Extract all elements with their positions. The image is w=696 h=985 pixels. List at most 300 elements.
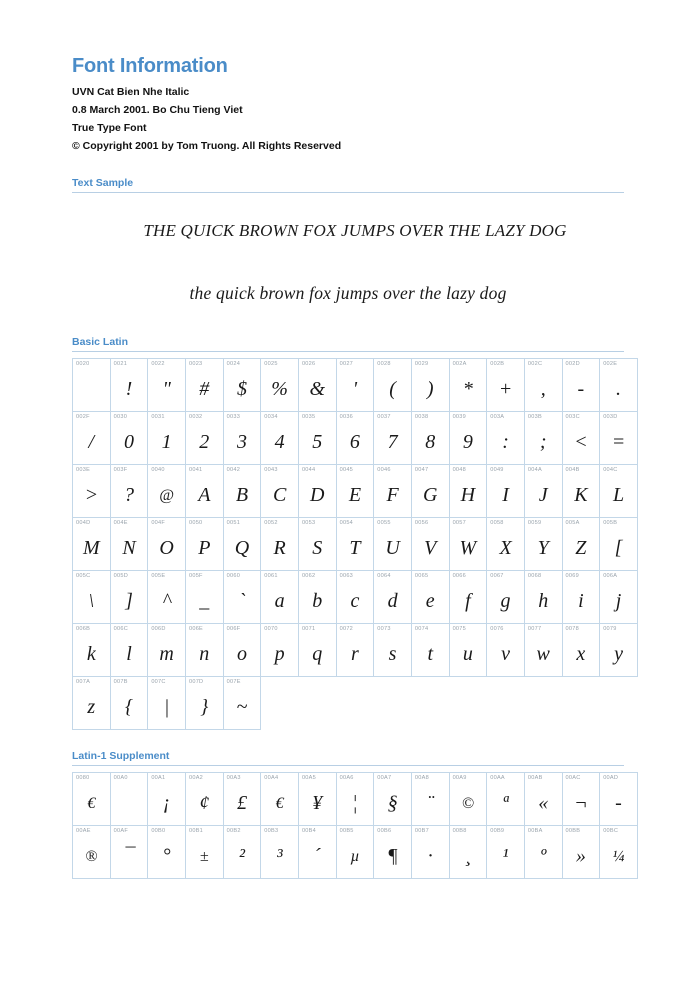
- glyph-character: ²: [238, 844, 245, 867]
- glyph-character: X: [499, 536, 512, 559]
- glyph-cell[interactable]: [374, 773, 412, 826]
- font-type-line: True Type Font: [72, 122, 147, 135]
- glyph-cell[interactable]: [148, 571, 186, 624]
- glyph-character: i: [578, 589, 584, 612]
- glyph-cell[interactable]: [487, 826, 525, 879]
- glyph-cell[interactable]: [374, 465, 412, 518]
- glyph-cell[interactable]: [562, 412, 600, 465]
- glyph-cell[interactable]: [223, 826, 261, 879]
- glyph-character: <: [574, 430, 588, 453]
- glyph-code-label: 0056: [414, 520, 429, 527]
- glyph-row: [73, 773, 638, 826]
- glyph-character: 2: [199, 430, 210, 453]
- page-title: Font Information: [72, 55, 228, 77]
- glyph-cell[interactable]: [374, 359, 412, 412]
- glyph-cell[interactable]: [298, 518, 336, 571]
- glyph-cell[interactable]: [449, 571, 487, 624]
- glyph-cell[interactable]: [600, 465, 638, 518]
- glyph-code-label: 00AB: [527, 775, 543, 782]
- glyph-code-label: 004F: [151, 520, 166, 527]
- glyph-cell[interactable]: [298, 359, 336, 412]
- glyph-code-label: 004B: [565, 467, 580, 474]
- glyph-cell[interactable]: [411, 624, 449, 677]
- glyph-cell-empty: [336, 677, 374, 730]
- glyph-code-label: 0029: [414, 361, 429, 368]
- glyph-cell[interactable]: [185, 773, 223, 826]
- glyph-code-label: 0030: [113, 414, 128, 421]
- glyph-cell[interactable]: [148, 773, 186, 826]
- glyph-row: [73, 624, 638, 677]
- glyph-code-label: 0044: [301, 467, 316, 474]
- glyph-cell[interactable]: [524, 412, 562, 465]
- glyph-character: p: [274, 642, 285, 665]
- glyph-code-label: 0031: [151, 414, 165, 421]
- glyph-code-label: 00A3: [226, 775, 241, 782]
- glyph-code-label: 0034: [264, 414, 278, 421]
- glyph-cell-empty: [524, 677, 562, 730]
- glyph-cell[interactable]: [449, 359, 487, 412]
- glyph-code-label: 007C: [151, 679, 166, 686]
- glyph-character: D: [310, 483, 325, 506]
- glyph-cell[interactable]: [148, 677, 186, 730]
- glyph-character: y: [614, 642, 623, 665]
- glyph-character: ¹: [502, 844, 509, 867]
- glyph-cell[interactable]: [73, 677, 111, 730]
- glyph-cell[interactable]: [148, 465, 186, 518]
- glyph-cell[interactable]: [73, 412, 111, 465]
- glyph-cell[interactable]: [600, 826, 638, 879]
- glyph-code-label: 006D: [151, 626, 166, 633]
- glyph-cell[interactable]: [223, 677, 261, 730]
- glyph-cell[interactable]: [73, 571, 111, 624]
- glyph-cell[interactable]: [223, 773, 261, 826]
- glyph-character: c: [350, 589, 360, 612]
- font-name-line: UVN Cat Bien Nhe Italic: [72, 86, 190, 98]
- glyph-code-label: 0057: [452, 520, 467, 527]
- glyph-row: [73, 518, 638, 571]
- glyph-cell[interactable]: [148, 518, 186, 571]
- glyph-character: E: [348, 483, 362, 506]
- glyph-cell[interactable]: [148, 624, 186, 677]
- glyph-code-label: 0066: [452, 573, 467, 580]
- glyph-character: (: [389, 377, 396, 400]
- glyph-code-label: 006A: [603, 573, 618, 580]
- glyph-character: B: [235, 483, 249, 506]
- glyph-code-label: 003F: [113, 467, 128, 474]
- glyph-cell[interactable]: [411, 359, 449, 412]
- glyph-row: [73, 677, 638, 730]
- glyph-cell[interactable]: [411, 571, 449, 624]
- glyph-cell[interactable]: [298, 465, 336, 518]
- glyph-cell[interactable]: [110, 624, 148, 677]
- glyph-character: «: [538, 791, 549, 814]
- glyph-code-label: 0027: [339, 361, 354, 368]
- glyph-cell[interactable]: [336, 359, 374, 412]
- glyph-cell[interactable]: [185, 518, 223, 571]
- glyph-character: µ: [350, 847, 360, 865]
- glyph-character: ": [162, 377, 171, 400]
- glyph-character: @: [159, 486, 174, 504]
- glyph-character: V: [424, 536, 437, 559]
- glyph-character: t: [427, 642, 434, 665]
- glyph-character: /: [88, 430, 95, 453]
- glyph-character: ;: [539, 430, 547, 453]
- glyph-character: ®: [85, 847, 98, 865]
- glyph-cell[interactable]: [336, 624, 374, 677]
- glyph-character: ¬: [574, 791, 588, 814]
- glyph-character: ¦: [352, 791, 358, 814]
- glyph-cell[interactable]: [336, 465, 374, 518]
- glyph-cell[interactable]: [261, 773, 299, 826]
- glyph-code-label: 004D: [76, 520, 91, 527]
- glyph-character: s: [388, 642, 397, 665]
- glyph-code-label: 0068: [527, 573, 542, 580]
- glyph-cell[interactable]: [148, 826, 186, 879]
- glyph-character: ~: [236, 695, 248, 718]
- glyph-code-label: 00A0: [113, 775, 128, 782]
- glyph-cell[interactable]: [449, 624, 487, 677]
- glyph-code-label: 007E: [226, 679, 241, 686]
- glyph-code-label: 005A: [565, 520, 580, 527]
- glyph-code-label: 0070: [264, 626, 278, 633]
- glyph-code-label: 00AD: [603, 775, 619, 782]
- glyph-character: -: [615, 791, 622, 814]
- glyph-cell[interactable]: [562, 465, 600, 518]
- glyph-cell[interactable]: [600, 359, 638, 412]
- glyph-character: n: [199, 642, 210, 665]
- glyph-code-label: 0045: [339, 467, 354, 474]
- glyph-code-label: 00A4: [264, 775, 279, 782]
- glyph-cell[interactable]: [336, 518, 374, 571]
- glyph-cell[interactable]: [110, 773, 148, 826]
- glyph-cell[interactable]: [73, 624, 111, 677]
- glyph-cell-empty: [487, 677, 525, 730]
- glyph-table-basic-latin: [72, 358, 638, 730]
- glyph-cell[interactable]: [562, 571, 600, 624]
- glyph-code-label: 0023: [188, 361, 203, 368]
- copyright-line: © Copyright 2001 by Tom Truong. All Rights Reserved: [72, 140, 342, 153]
- glyph-cell[interactable]: [562, 518, 600, 571]
- glyph-cell[interactable]: [411, 773, 449, 826]
- glyph-cell[interactable]: [185, 359, 223, 412]
- glyph-cell[interactable]: [411, 826, 449, 879]
- glyph-cell[interactable]: [223, 518, 261, 571]
- glyph-character: {: [124, 695, 133, 718]
- glyph-code-label: 0053: [301, 520, 316, 527]
- glyph-cell[interactable]: [374, 571, 412, 624]
- glyph-code-label: 0073: [377, 626, 391, 633]
- glyph-character: ¶: [387, 844, 398, 867]
- glyph-cell[interactable]: [374, 518, 412, 571]
- document-header: [72, 55, 624, 155]
- glyph-cell[interactable]: [185, 677, 223, 730]
- glyph-cell[interactable]: [148, 412, 186, 465]
- glyph-cell[interactable]: [411, 518, 449, 571]
- glyph-character: x: [576, 642, 586, 665]
- glyph-cell[interactable]: [336, 412, 374, 465]
- glyph-code-label: 0025: [264, 361, 278, 368]
- glyph-code-label: 0058: [490, 520, 504, 527]
- glyph-character: ,: [540, 377, 546, 400]
- section-title-basic-latin: Basic Latin: [72, 336, 129, 349]
- glyph-row: [73, 412, 638, 465]
- glyph-code-label: 004A: [527, 467, 542, 474]
- glyph-cell[interactable]: [336, 773, 374, 826]
- glyph-cell[interactable]: [449, 465, 487, 518]
- glyph-code-label: 0037: [377, 414, 391, 421]
- glyph-code-label: 00B7: [414, 828, 429, 835]
- glyph-cell[interactable]: [487, 624, 525, 677]
- glyph-cell[interactable]: [110, 826, 148, 879]
- glyph-cell[interactable]: [449, 518, 487, 571]
- glyph-cell[interactable]: [524, 773, 562, 826]
- glyph-character: z: [87, 695, 96, 718]
- glyph-cell-empty: [298, 677, 336, 730]
- glyph-code-label: 007A: [76, 679, 91, 686]
- glyph-code-label: 0040: [151, 467, 165, 474]
- glyph-cell[interactable]: [73, 518, 111, 571]
- glyph-cell[interactable]: [374, 624, 412, 677]
- glyph-character: _: [199, 589, 210, 612]
- glyph-cell-empty: [449, 677, 487, 730]
- glyph-code-label: 002B: [490, 361, 505, 368]
- glyph-code-label: 004E: [113, 520, 128, 527]
- glyph-character: º: [540, 844, 547, 867]
- glyph-table-latin1-supplement: [72, 772, 638, 879]
- glyph-cell[interactable]: [449, 826, 487, 879]
- glyph-character: ¸: [464, 844, 472, 867]
- glyph-row: [73, 359, 638, 412]
- glyph-cell[interactable]: [524, 465, 562, 518]
- glyph-cell[interactable]: [487, 465, 525, 518]
- glyph-code-label: 003E: [76, 467, 91, 474]
- glyph-code-label: 00A5: [301, 775, 317, 782]
- glyph-code-label: 00B8: [452, 828, 467, 835]
- glyph-table-body: [73, 359, 638, 730]
- glyph-cell[interactable]: [449, 412, 487, 465]
- glyph-cell[interactable]: [524, 624, 562, 677]
- glyph-code-label: 0035: [301, 414, 316, 421]
- glyph-code-label: 0054: [339, 520, 354, 527]
- glyph-cell[interactable]: [562, 624, 600, 677]
- glyph-code-label: 0065: [414, 573, 429, 580]
- glyph-cell[interactable]: [298, 773, 336, 826]
- glyph-code-label: 006E: [188, 626, 204, 633]
- glyph-cell[interactable]: [600, 571, 638, 624]
- glyph-code-label: 00BC: [603, 828, 619, 835]
- glyph-character: ': [352, 377, 358, 400]
- glyph-character: }: [200, 695, 209, 718]
- glyph-code-label: 0051: [226, 520, 241, 527]
- glyph-code-label: 0036: [339, 414, 354, 421]
- glyph-cell[interactable]: [524, 359, 562, 412]
- glyph-code-label: 00BB: [565, 828, 581, 835]
- glyph-character: &: [309, 377, 326, 400]
- glyph-cell[interactable]: [298, 571, 336, 624]
- glyph-cell[interactable]: [223, 465, 261, 518]
- glyph-code-label: 002A: [452, 361, 467, 368]
- glyph-character: w: [536, 642, 550, 665]
- glyph-character: ±: [199, 847, 209, 865]
- glyph-cell[interactable]: [185, 624, 223, 677]
- glyph-cell[interactable]: [411, 465, 449, 518]
- glyph-character: ¥: [312, 791, 323, 814]
- glyph-character: 1: [161, 430, 172, 453]
- glyph-cell-empty: [411, 677, 449, 730]
- glyph-cell[interactable]: [487, 359, 525, 412]
- glyph-character: ·: [427, 844, 433, 867]
- glyph-character: q: [312, 642, 323, 665]
- glyph-cell[interactable]: [298, 826, 336, 879]
- glyph-cell[interactable]: [223, 571, 261, 624]
- glyph-code-label: 002E: [603, 361, 618, 368]
- glyph-code-label: 0042: [226, 467, 241, 474]
- glyph-code-label: 0052: [264, 520, 278, 527]
- glyph-cell[interactable]: [185, 465, 223, 518]
- glyph-cell[interactable]: [298, 412, 336, 465]
- glyph-code-label: 00B0: [151, 828, 166, 835]
- glyph-cell[interactable]: [600, 518, 638, 571]
- glyph-character: §: [387, 791, 398, 814]
- glyph-cell[interactable]: [110, 359, 148, 412]
- glyph-cell[interactable]: [110, 412, 148, 465]
- glyph-cell[interactable]: [73, 826, 111, 879]
- glyph-character: >: [84, 483, 99, 506]
- glyph-character: L: [612, 483, 625, 506]
- glyph-cell[interactable]: [600, 624, 638, 677]
- glyph-character: T: [349, 536, 361, 559]
- glyph-cell[interactable]: [110, 571, 148, 624]
- glyph-cell[interactable]: [223, 624, 261, 677]
- glyph-cell-empty: [374, 677, 412, 730]
- glyph-cell[interactable]: [600, 412, 638, 465]
- glyph-character: :: [502, 430, 509, 453]
- glyph-character: =: [611, 430, 626, 453]
- glyph-cell[interactable]: [110, 677, 148, 730]
- glyph-cell[interactable]: [223, 412, 261, 465]
- glyph-code-label: 006C: [113, 626, 129, 633]
- glyph-cell[interactable]: [411, 412, 449, 465]
- glyph-code-label: 0033: [226, 414, 241, 421]
- glyph-character: [: [614, 536, 623, 559]
- glyph-code-label: 0055: [377, 520, 391, 527]
- glyph-cell[interactable]: [110, 465, 148, 518]
- glyph-code-label: 00A1: [151, 775, 166, 782]
- glyph-code-label: 0071: [301, 626, 316, 633]
- glyph-code-label: 006B: [76, 626, 91, 633]
- glyph-character: 4: [274, 430, 285, 453]
- glyph-character: #: [199, 377, 210, 400]
- glyph-cell[interactable]: [449, 773, 487, 826]
- glyph-cell[interactable]: [487, 412, 525, 465]
- glyph-character: `: [238, 589, 246, 612]
- glyph-cell[interactable]: [562, 773, 600, 826]
- glyph-cell[interactable]: [487, 571, 525, 624]
- glyph-code-label: 002F: [76, 414, 90, 421]
- glyph-character: I: [502, 483, 509, 506]
- glyph-character: ¢: [199, 791, 210, 814]
- glyph-cell[interactable]: [261, 465, 299, 518]
- glyph-character: U: [385, 536, 400, 559]
- section-basic-latin: [72, 336, 624, 730]
- glyph-code-label: 005D: [113, 573, 129, 580]
- glyph-cell[interactable]: [524, 518, 562, 571]
- glyph-row: [73, 826, 638, 879]
- glyph-character: P: [198, 536, 211, 559]
- glyph-cell[interactable]: [336, 571, 374, 624]
- glyph-cell[interactable]: [374, 826, 412, 879]
- glyph-code-label: 005C: [76, 573, 91, 580]
- glyph-character: *: [462, 377, 473, 400]
- section-divider: [72, 351, 624, 352]
- glyph-cell[interactable]: [524, 826, 562, 879]
- glyph-cell[interactable]: [261, 412, 299, 465]
- glyph-character: J: [538, 483, 548, 506]
- glyph-character: -: [577, 377, 585, 400]
- section-title-latin1-supplement: Latin-1 Supplement: [72, 750, 170, 763]
- glyph-character: O: [159, 536, 174, 559]
- glyph-code-label: 005E: [151, 573, 166, 580]
- glyph-character: 0: [123, 430, 134, 453]
- glyph-character: €: [87, 794, 96, 812]
- glyph-cell[interactable]: [298, 624, 336, 677]
- glyph-cell-empty: [600, 677, 638, 730]
- glyph-cell[interactable]: [148, 359, 186, 412]
- glyph-cell[interactable]: [600, 773, 638, 826]
- glyph-code-label: 0020: [76, 361, 90, 368]
- glyph-cell[interactable]: [487, 518, 525, 571]
- section-divider: [72, 192, 624, 193]
- glyph-code-label: 007D: [188, 679, 204, 686]
- glyph-code-label: 00AC: [565, 775, 581, 782]
- glyph-cell[interactable]: [73, 773, 111, 826]
- glyph-row: [73, 465, 638, 518]
- glyph-code-label: 004C: [603, 467, 618, 474]
- glyph-cell[interactable]: [261, 571, 299, 624]
- glyph-cell[interactable]: [562, 826, 600, 879]
- glyph-cell[interactable]: [374, 412, 412, 465]
- glyph-cell[interactable]: [223, 359, 261, 412]
- glyph-character: £: [236, 791, 247, 814]
- glyph-cell[interactable]: [336, 826, 374, 879]
- glyph-code-label: 00B9: [490, 828, 505, 835]
- glyph-cell[interactable]: [185, 826, 223, 879]
- glyph-table-body: [73, 773, 638, 879]
- glyph-character: .: [616, 377, 622, 400]
- glyph-cell[interactable]: [562, 359, 600, 412]
- glyph-character: ª: [502, 791, 509, 814]
- glyph-cell[interactable]: [261, 518, 299, 571]
- text-sample-uppercase: THE QUICK BROWN FOX JUMPS OVER THE LAZY DOG: [143, 221, 567, 241]
- glyph-cell[interactable]: [185, 412, 223, 465]
- glyph-cell[interactable]: [487, 773, 525, 826]
- glyph-character: °: [162, 844, 171, 867]
- glyph-code-label: 0021: [113, 361, 128, 368]
- font-version-line: 0.8 March 2001. Bo Chu Tieng Viet: [72, 104, 243, 117]
- glyph-cell[interactable]: [261, 624, 299, 677]
- glyph-character: g: [500, 589, 511, 612]
- glyph-cell[interactable]: [73, 465, 111, 518]
- glyph-cell[interactable]: [261, 359, 299, 412]
- glyph-cell[interactable]: [110, 518, 148, 571]
- glyph-cell[interactable]: [73, 359, 111, 412]
- glyph-cell[interactable]: [185, 571, 223, 624]
- glyph-code-label: 0039: [452, 414, 467, 421]
- glyph-character: v: [501, 642, 510, 665]
- glyph-cell[interactable]: [261, 826, 299, 879]
- glyph-cell[interactable]: [524, 571, 562, 624]
- glyph-code-label: 006F: [226, 626, 241, 633]
